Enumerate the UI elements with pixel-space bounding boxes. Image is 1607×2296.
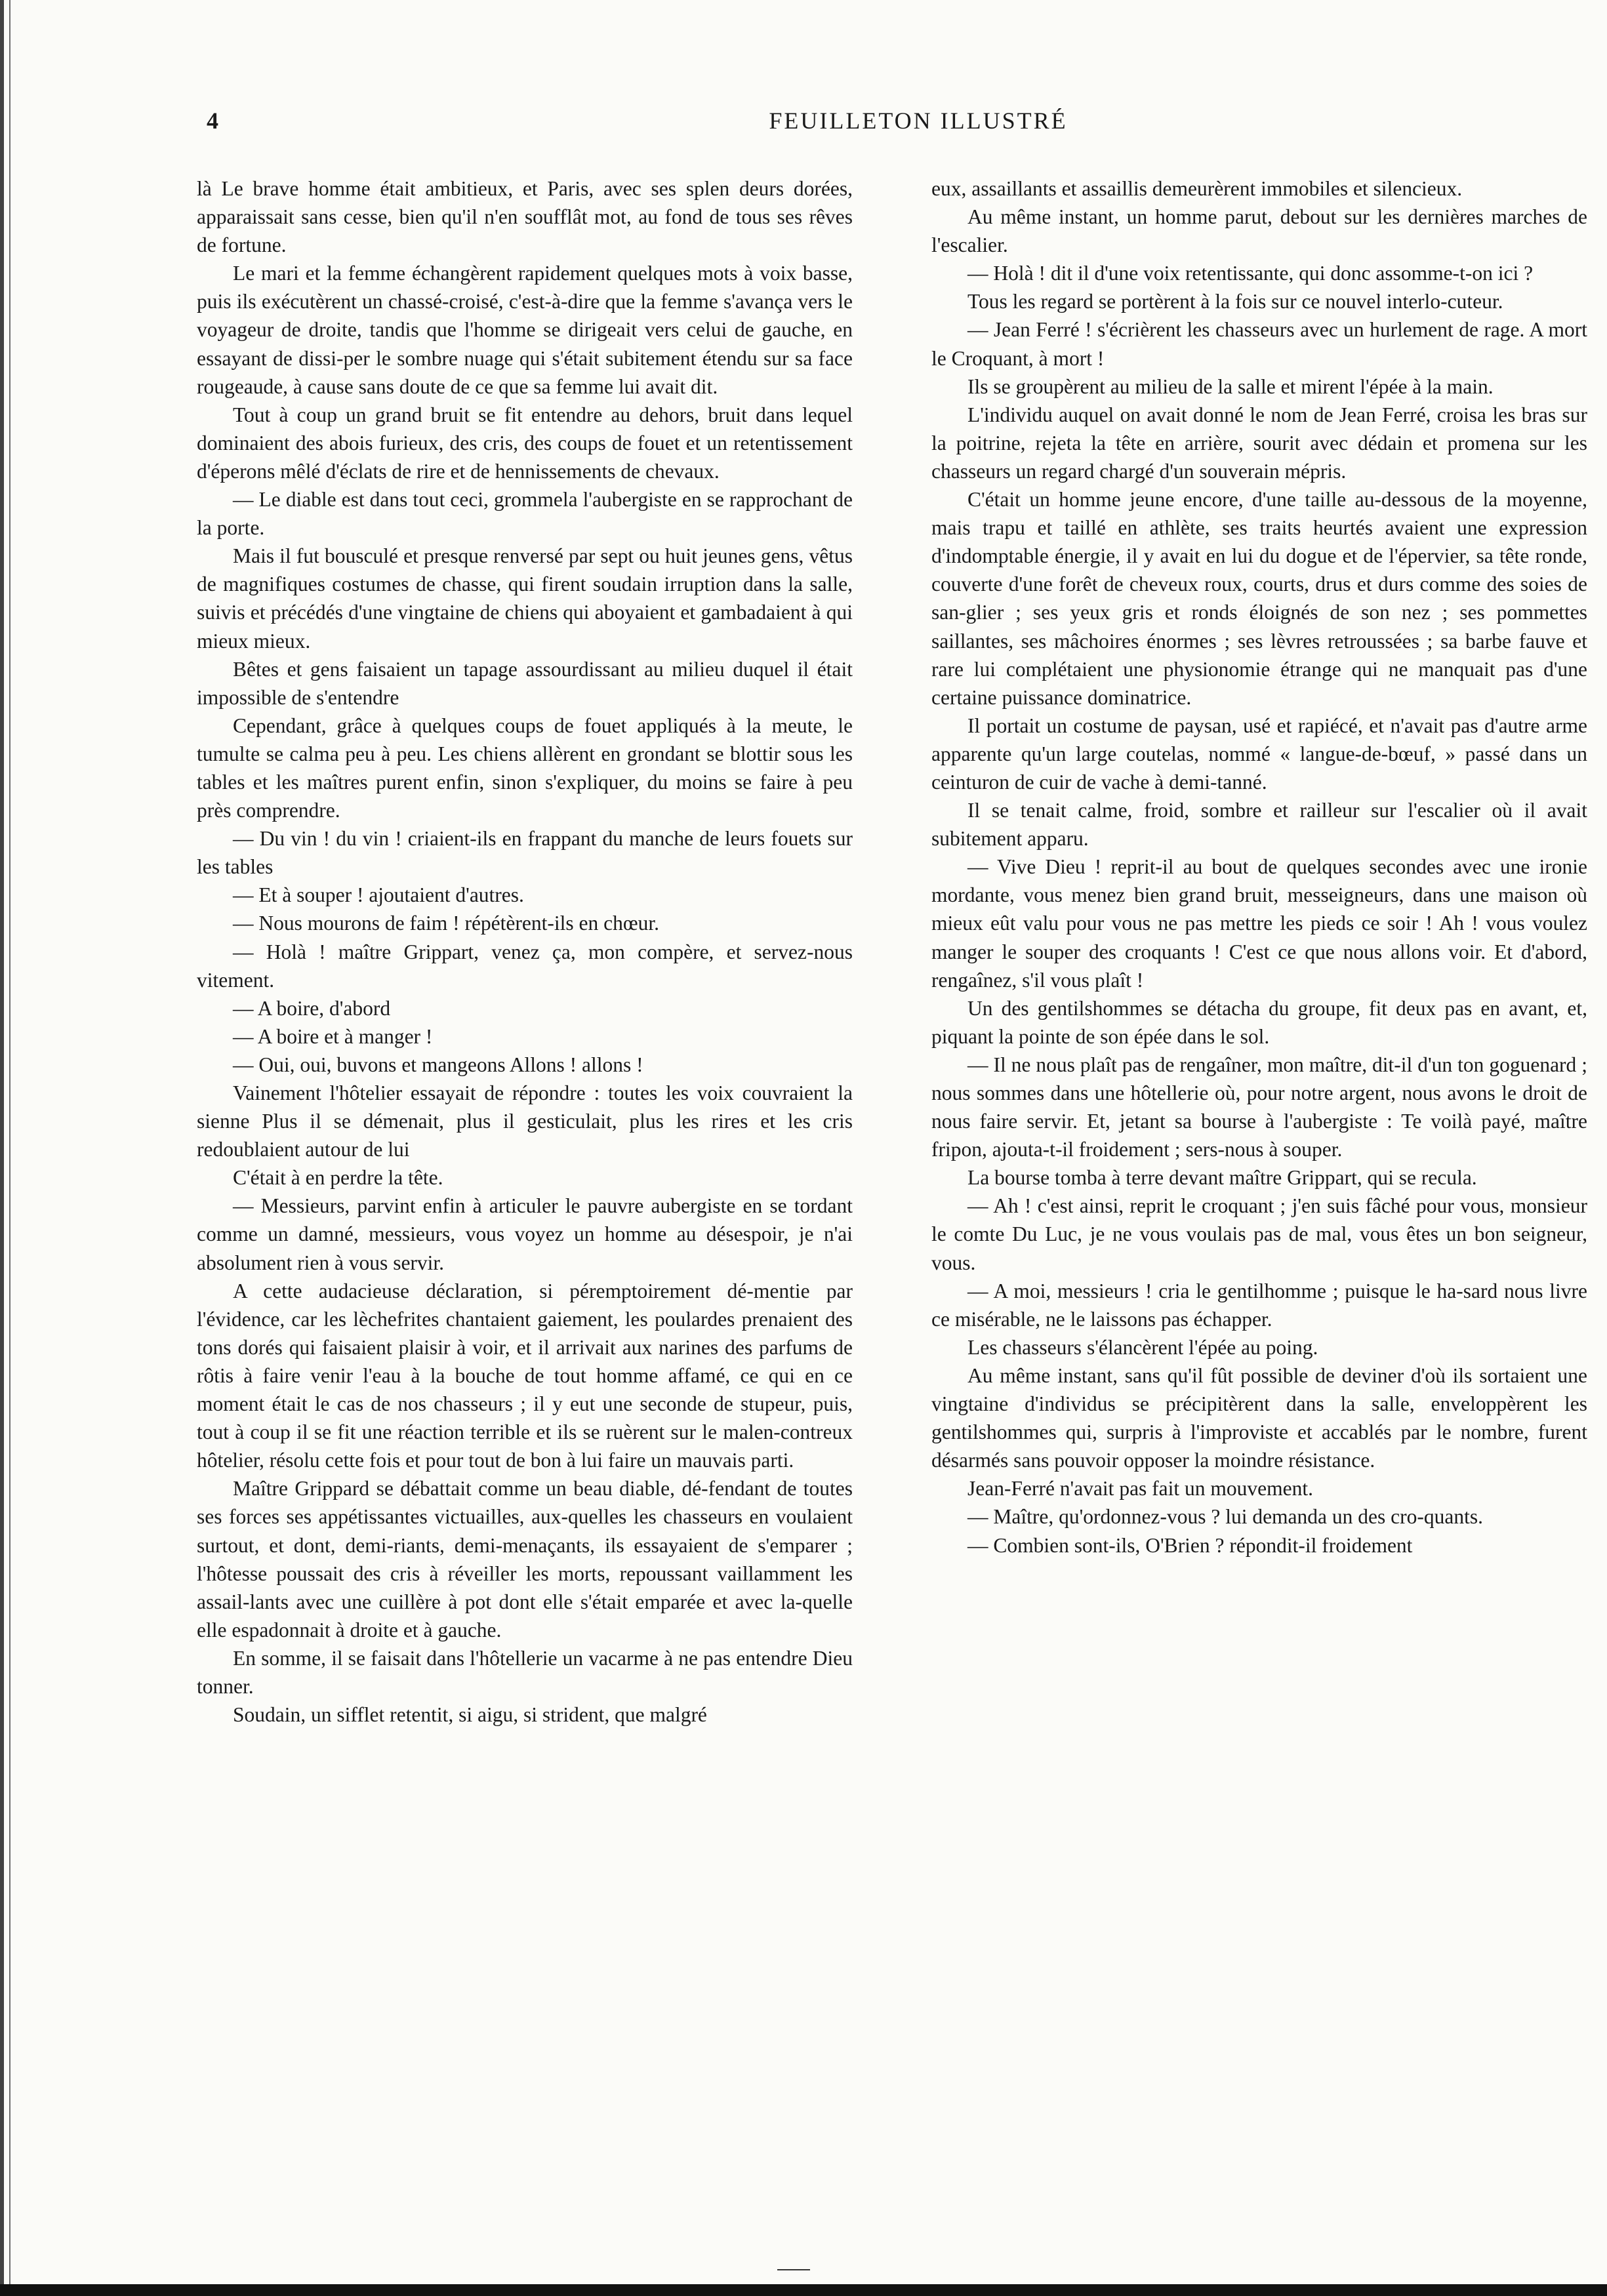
paragraph: Tout à coup un grand bruit se fit entendre au dehors, bruit dans lequel dominaient des abois furieux, des cris, des coups de fouet et un retentissement d'éperons mêlé d'éclats de rire et de hennissements de chevaux. [197, 403, 853, 483]
footer-ornament [777, 2269, 810, 2274]
paragraph: Le mari et la femme échangèrent rapidement quelques mots à voix basse, puis ils exécutèrent un chassé-croisé, c'est-à-dire que la femme s'avança vers le voyageur de droite, tandis que l'homme se dirigeait vers celui de gauche, en essayant de dissi-per le sombre nuage qui s'était subitement étendu sur sa face rougeaude, à cause sans doute de ce que sa femme lui avait dit. [197, 262, 853, 398]
paragraph: Cependant, grâce à quelques coups de fouet appliqués à la meute, le tumulte se calma peu à peu. Les chiens allèrent en grondant se blottir sous les tables et les maîtres purent enfin, sinon s'expliquer, du moins se faire à peu près comprendre. [197, 714, 853, 822]
paragraph: — Il ne nous plaît pas de rengaîner, mon maître, dit-il d'un ton goguenard ; nous sommes dans une hôtellerie où, pour notre argent, nous avons le droit de nous faire servir. Et, jetant sa bourse à l'aubergiste : Te voilà payé, maître fripon, ajouta-t-il froidement ; sers-nous à souper. [931, 1053, 1587, 1161]
page-number: 4 [207, 108, 218, 134]
paragraph: Il se tenait calme, froid, sombre et railleur sur l'escalier où il avait subitement apparu. [931, 799, 1587, 851]
paragraph: Au même instant, un homme parut, debout sur les dernières marches de l'escalier. [931, 205, 1587, 257]
paragraph: Au même instant, sans qu'il fût possible de deviner d'où ils sortaient une vingtaine d'individus se précipitèrent dans la salle, enveloppèrent les gentilshommes qui, surpris à l'improviste et accablés par le nombre, furent désarmés sans pouvoir opposer la moindre résistance. [931, 1363, 1587, 1472]
text-column-left [197, 174, 853, 1729]
paragraph: — Jean Ferré ! s'écrièrent les chasseurs avec un hurlement de rage. A mort le Croquant, à mort ! [931, 318, 1587, 370]
paragraph: — Holà ! maître Grippart, venez ça, mon compère, et servez-nous vitement. [197, 940, 853, 992]
paragraph: là Le brave homme était ambitieux, et Paris, avec ses splen deurs dorées, apparaissait sans cesse, bien qu'il n'en soufflât mot, au fond de tous ses rêves de fortune. [197, 177, 853, 257]
paragraph: La bourse tomba à terre devant maître Grippart, qui se recula. [967, 1166, 1477, 1190]
paragraph: — Ah ! c'est ainsi, reprit le croquant ; j'en suis fâché pour vous, monsieur le comte Du Luc, je ne vous voulais pas de mal, vous êtes un bon seigneur, vous. [931, 1194, 1587, 1274]
paragraph: Vainement l'hôtelier essayait de répondre : toutes les voix couvraient la sienne Plus il se démenait, plus il gesticulait, plus les rires et les cris redoublaient autour de lui [197, 1081, 853, 1161]
paragraph: — Messieurs, parvint enfin à articuler le pauvre aubergiste en se tordant comme un damné, messieurs, vous voyez un homme au désespoir, je n'ai absolument rien à vous servir. [197, 1194, 853, 1274]
paragraph: Les chasseurs s'élancèrent l'épée au poing. [967, 1335, 1318, 1359]
paragraph: Soudain, un sifflet retentit, si aigu, si strident, que malgré [233, 1703, 707, 1727]
paragraph: — Maître, qu'ordonnez-vous ? lui demanda un des cro-quants. [967, 1505, 1483, 1529]
paragraph: eux, assaillants et assaillis demeurèrent immobiles et silencieux. [931, 177, 1463, 200]
paragraph: Tous les regard se portèrent à la fois sur ce nouvel interlo-cuteur. [967, 290, 1503, 313]
paragraph: Mais il fut bousculé et presque renversé par sept ou huit jeunes gens, vêtus de magnifiques costumes de chasse, qui firent soudain irruption dans la salle, suivis et précédés d'une vingtaine de chiens qui aboyaient et gambadaient à qui mieux mieux. [197, 544, 853, 653]
paragraph: — Nous mourons de faim ! répétèrent-ils en chœur. [233, 912, 659, 935]
paragraph: Jean-Ferré n'avait pas fait un mouvement. [967, 1477, 1313, 1500]
page-header [207, 107, 1505, 133]
paragraph: En somme, il se faisait dans l'hôtellerie un vacarme à ne pas entendre Dieu tonner. [197, 1646, 853, 1698]
running-title: FEUILLETON ILLUSTRÉ [769, 108, 1068, 134]
paragraph: — Combien sont-ils, O'Brien ? répondit-il froidement [967, 1533, 1413, 1557]
paragraph: A cette audacieuse déclaration, si péremptoirement dé-mentie par l'évidence, car les lèchefrites chantaient gaiement, les poulardes prenaient des tons dorés qui faisaient plaisir à voir, et il arrivait aux narines des parfums de rôtis à faire venir l'eau à la bouche de tout homme affamé, ce qui en ce moment était le cas de nos chasseurs ; il y eut une seconde de stupeur, puis, tout à coup il se fit une réaction terrible et ils se ruèrent sur le malen-contreux hôtelier, résolu cette fois et pour tout de bon à lui faire un mauvais parti. [197, 1279, 853, 1472]
scan-edge-bottom [0, 2284, 1607, 2296]
paragraph: — Oui, oui, buvons et mangeons Allons ! allons ! [233, 1053, 643, 1076]
paragraph: Maître Grippard se débattait comme un beau diable, dé-fendant de toutes ses forces ses appétissantes victuailles, aux-quelles les chasseurs en voulaient surtout, et dont, demi-riants, demi-menaçants, ils essayaient de s'emparer ; l'hôtesse poussait des cris à réveiller les morts, repoussant vaillamment les assail-lants avec une cuillère à pot dont elle s'était emparée et avec la-quelle elle espadonnait à droite et à gauche. [197, 1477, 853, 1641]
text-column-right [931, 174, 1587, 1560]
paragraph: Un des gentilshommes se détacha du groupe, fit deux pas en avant, et, piquant la pointe de son épée dans le sol. [931, 996, 1587, 1048]
scan-edge-left [0, 0, 26, 2296]
paragraph: C'était un homme jeune encore, d'une taille au-dessous de la moyenne, mais trapu et taillé en athlète, ses traits heurtés avaient une expression d'indomptable énergie, il y avait en lui du dogue et de l'épervier, sa tête ronde, couverte d'une forêt de cheveux roux, courts, drus et durs comme des soies de san-glier ; ses yeux gris et ronds éloignés de son nez ; ses pommettes saillantes, ses mâchoires énormes ; ses lèvres retroussées ; sa barbe fauve et rare lui complétaient une physionomie étrange qui ne manquait pas d'une certaine puissance dominatrice. [931, 488, 1587, 709]
paragraph: — Le diable est dans tout ceci, grommela l'aubergiste en se rapprochant de la porte. [197, 488, 853, 540]
paragraph: — A boire et à manger ! [233, 1024, 433, 1048]
paragraph: — Du vin ! du vin ! criaient-ils en frappant du manche de leurs fouets sur les tables [197, 827, 853, 879]
paragraph: Il portait un costume de paysan, usé et rapiécé, et n'avait pas d'autre arme apparente qu'un large coutelas, nommé « langue-de-bœuf, » passé dans un ceinturon de cuir de vache à demi-tanné. [931, 714, 1587, 794]
paragraph: — A boire, d'abord [233, 996, 391, 1020]
paragraph: — A moi, messieurs ! cria le gentilhomme ; puisque le ha-sard nous livre ce misérable, ne le laissons pas échapper. [931, 1279, 1587, 1331]
paragraph: Ils se groupèrent au milieu de la salle et mirent l'épée à la main. [967, 374, 1494, 398]
paragraph: — Vive Dieu ! reprit-il au bout de quelques secondes avec une ironie mordante, vous menez bien grand bruit, messeigneurs, dans une maison où mieux eût valu pour vous ne pas mettre les pieds ce soir ! Ah ! vous voulez manger le souper des croquants ! C'est ce que nous allons voir. Et d'abord, rengaînez, s'il vous plaît ! [931, 855, 1587, 992]
paragraph: — Et à souper ! ajoutaient d'autres. [233, 883, 524, 907]
paragraph: — Holà ! dit il d'une voix retentissante, qui donc assomme-t-on ici ? [967, 262, 1534, 285]
paragraph: L'individu auquel on avait donné le nom de Jean Ferré, croisa les bras sur la poitrine, rejeta la tête en arrière, sourit avec dédain et promena sur les chasseurs un regard chargé d'un souverain mépris. [931, 403, 1587, 483]
paragraph: Bêtes et gens faisaient un tapage assourdissant au milieu duquel il était impossible de s'entendre [197, 657, 853, 709]
paragraph: C'était à en perdre la tête. [233, 1166, 443, 1190]
